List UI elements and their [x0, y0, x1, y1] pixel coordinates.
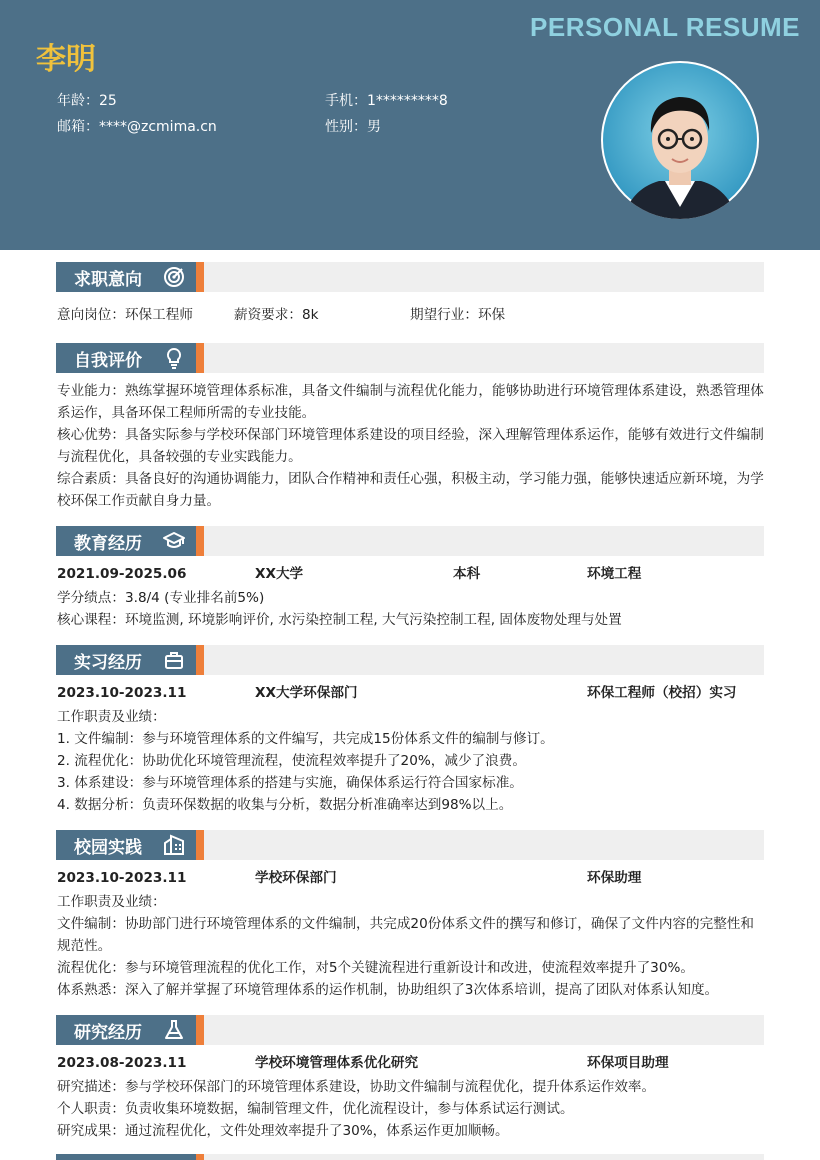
candidate-name: 李明 — [36, 42, 96, 77]
campus-date: 2023.10-2023.11 — [57, 870, 187, 886]
section-header-campus — [56, 830, 764, 860]
internship-line: 3. 体系建设：参与环境管理体系的搭建与实施，确保体系运行符合国家标准。 — [57, 775, 523, 791]
self-eval-line: 综合素质：具备良好的沟通协调能力，团队合作精神和责任心强，积极主动，学习能力强，能够快速适应新环境，为学校环保工作贡献自身力量。 — [57, 471, 764, 509]
section-header-cutoff — [56, 1154, 764, 1160]
research-line: 研究成果：通过流程优化，文件处理效率提升了30%，体系运作更加顺畅。 — [57, 1123, 509, 1139]
research-project: 学校环境管理体系优化研究 — [255, 1055, 419, 1071]
internship-line: 1. 文件编制：参与环境管理体系的文件编写，共完成15份体系文件的编制与修订。 — [57, 731, 554, 747]
education-gpa: 学分绩点：3.8/4 (专业排名前5%) — [57, 590, 265, 606]
section-header-internship — [56, 645, 764, 675]
campus-org: 学校环保部门 — [255, 870, 337, 886]
intent-position: 意向岗位：环保工程师 — [57, 307, 193, 323]
section-title-research: 研究经历 — [74, 1022, 142, 1043]
internship-org: XX大学环保部门 — [255, 685, 358, 701]
campus-line: 流程优化：参与环境管理流程的优化工作，对5个关键流程进行重新设计和改进，使流程效率提升了30%。 — [57, 960, 694, 976]
section-title-education: 教育经历 — [74, 533, 142, 554]
internship-date: 2023.10-2023.11 — [57, 685, 187, 701]
section-header-education — [56, 526, 764, 556]
section-title-internship: 实习经历 — [74, 652, 142, 673]
research-role: 环保项目助理 — [587, 1055, 669, 1071]
campus-line: 工作职责及业绩： — [57, 894, 166, 910]
self-eval-line: 专业能力：熟练掌握环境管理体系标准，具备文件编制与流程优化能力，能够协助进行环境管理体系建设，熟悉管理体系运作，具备环保工程师所需的专业技能。 — [57, 383, 764, 421]
section-title-campus: 校园实践 — [74, 837, 142, 858]
campus-role: 环保助理 — [587, 870, 642, 886]
intent-salary: 薪资要求：8k — [234, 307, 319, 323]
section-title-intent: 求职意向 — [74, 269, 142, 290]
section-header-self-eval — [56, 343, 764, 373]
flask-icon — [162, 1018, 186, 1042]
internship-line: 2. 流程优化：协助优化环境管理流程，使流程效率提升了20%，减少了浪费。 — [57, 753, 526, 769]
target-icon — [162, 265, 186, 289]
email-field: 邮箱：****@zcmima.cn — [57, 119, 217, 135]
resume-header — [0, 0, 820, 250]
avatar — [601, 61, 759, 219]
education-degree: 本科 — [453, 566, 481, 582]
education-date: 2021.09-2025.06 — [57, 566, 187, 582]
building-icon — [162, 833, 186, 857]
research-line: 研究描述：参与学校环保部门的环境管理体系建设，协助文件编制与流程优化，提升体系运作效率。 — [57, 1079, 656, 1095]
self-eval-line: 核心优势：具备实际参与学校环保部门环境管理体系建设的项目经验，深入理解管理体系运作，能够有效进行文件编制与流程优化，具备较强的专业实践能力。 — [57, 427, 764, 465]
education-major: 环境工程 — [587, 566, 642, 582]
age-field: 年龄：25 — [57, 93, 117, 109]
education-courses: 核心课程：环境监测, 环境影响评价, 水污染控制工程, 大气污染控制工程, 固体废物处理与处置 — [57, 612, 622, 628]
lightbulb-icon — [162, 346, 186, 370]
research-line: 个人职责：负责收集环境数据，编制管理文件，优化流程设计，参与体系试运行测试。 — [57, 1101, 574, 1117]
internship-role: 环保工程师（校招）实习 — [587, 685, 737, 701]
section-header-intent — [56, 262, 764, 292]
section-title-self-eval: 自我评价 — [74, 350, 142, 371]
education-school: XX大学 — [255, 566, 304, 582]
campus-line: 体系熟悉：深入了解并掌握了环境管理体系的运作机制，协助组织了3次体系培训，提高了团队对体系认知度。 — [57, 982, 719, 998]
internship-line: 4. 数据分析：负责环保数据的收集与分析，数据分析准确率达到98%以上。 — [57, 797, 513, 813]
intent-industry: 期望行业：环保 — [410, 307, 506, 323]
resume-title: PERSONAL RESUME — [530, 12, 800, 42]
briefcase-icon — [162, 648, 186, 672]
research-date: 2023.08-2023.11 — [57, 1055, 187, 1071]
phone-field: 手机：1*********8 — [325, 93, 448, 109]
section-header-research — [56, 1015, 764, 1045]
gender-field: 性别：男 — [325, 119, 381, 135]
internship-line: 工作职责及业绩： — [57, 709, 166, 725]
graduation-cap-icon — [162, 529, 186, 553]
campus-line: 文件编制：协助部门进行环境管理体系的文件编制，共完成20份体系文件的撰写和修订，确保了文件内容的完整性和规范性。 — [57, 916, 754, 954]
